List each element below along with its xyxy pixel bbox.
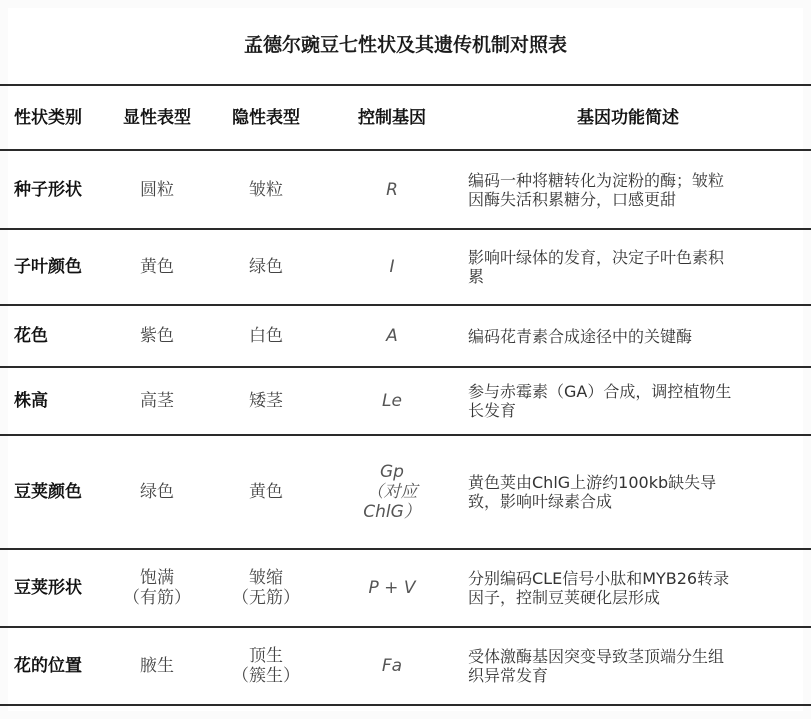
header-dominant: 显性表型 [123,107,191,128]
table-title: 孟德尔豌豆七性状及其遗传机制对照表 [243,34,567,56]
cell-line: ChlG） [363,502,421,522]
cell-line: 皱粒 [249,179,283,200]
row-recessive [216,368,316,434]
row-gene [342,550,442,626]
row-trait: 子叶颜色 [14,257,82,277]
cell-line: 累 [468,267,485,286]
cell-line: 矮茎 [249,391,283,411]
row-description [468,230,788,304]
header-function: 基因功能简述 [577,107,679,128]
row-trait: 豆荚颜色 [14,482,82,502]
row-recessive [216,628,316,704]
row-trait: 种子形状 [14,179,82,200]
cell-line: 参与赤霉素（GA）合成，调控植物生 [468,382,732,401]
row-dominant [108,368,206,434]
cell-line: 因酶失活积累糖分，口感更甜 [468,189,677,209]
header-recessive: 隐性表型 [232,107,300,128]
header-gene: 控制基因 [358,107,426,128]
cell-line: 致，影响叶绿素合成 [468,492,613,511]
row-dominant [108,628,206,704]
row-description [468,436,788,548]
row-dominant [108,306,206,366]
cell-line: 黄色荚由ChlG上游约100kb缺失导 [468,473,717,492]
cell-line: 分别编码CLE信号小肽和MYB26转录 [468,569,730,588]
cell-line: R [386,179,398,200]
row-trait: 花的位置 [14,656,82,676]
row-recessive [216,306,316,366]
cell-line: 紫色 [140,326,174,346]
row-dominant [108,550,206,626]
cell-line: 织异常发育 [468,666,549,685]
cell-line: （无筋） [232,588,300,608]
row-gene [342,151,442,228]
row-dominant [108,436,206,548]
cell-line: 绿色 [249,257,283,277]
cell-line: P + V [368,578,416,598]
cell-line: 顶生 [249,646,283,666]
cell-line: 长发育 [468,401,517,420]
row-trait: 花色 [14,326,48,346]
cell-line: （有筋） [123,588,191,608]
row-recessive [216,151,316,228]
cell-line: 因子，控制豆荚硬化层形成 [468,588,661,607]
cell-line: 腋生 [140,656,174,676]
row-gene [342,368,442,434]
row-gene [342,306,442,366]
cell-line: Fa [381,656,403,676]
cell-line: （簇生） [232,666,300,686]
row-description [468,151,788,228]
row-dominant [108,230,206,304]
row-gene [342,628,442,704]
cell-line: 皱缩 [249,568,283,588]
row-description [468,628,788,704]
cell-line: 黄色 [249,482,283,502]
row-description [468,306,788,366]
cell-line: 高茎 [140,391,174,411]
header-trait: 性状类别 [14,107,82,128]
row-recessive [216,436,316,548]
table-rule [0,704,811,706]
cell-line: 黄色 [140,257,174,277]
cell-line: A [386,326,398,346]
row-dominant [108,151,206,228]
cell-line: 圆粒 [140,179,174,200]
cell-line: Le [382,391,402,411]
cell-line: 绿色 [140,482,174,502]
row-recessive [216,550,316,626]
cell-line: 白色 [249,326,283,346]
cell-line: 编码一种将糖转化为淀粉的酶；皱粒 [468,170,725,190]
cell-line: （对应 [366,482,418,502]
cell-line: I [389,257,395,277]
row-description [468,368,788,434]
row-trait: 豆荚形状 [14,578,82,598]
row-description [468,550,788,626]
cell-line: 受体激酶基因突变导致茎顶端分生组 [468,647,725,666]
cell-line: 编码花青素合成途径中的关键酶 [468,326,693,346]
cell-line: 饱满 [140,568,174,588]
cell-line: Gp [380,462,404,482]
row-gene [342,436,442,548]
cell-line: 影响叶绿体的发育，决定子叶色素积 [468,248,725,267]
row-trait: 株高 [14,391,48,411]
row-recessive [216,230,316,304]
row-gene [342,230,442,304]
